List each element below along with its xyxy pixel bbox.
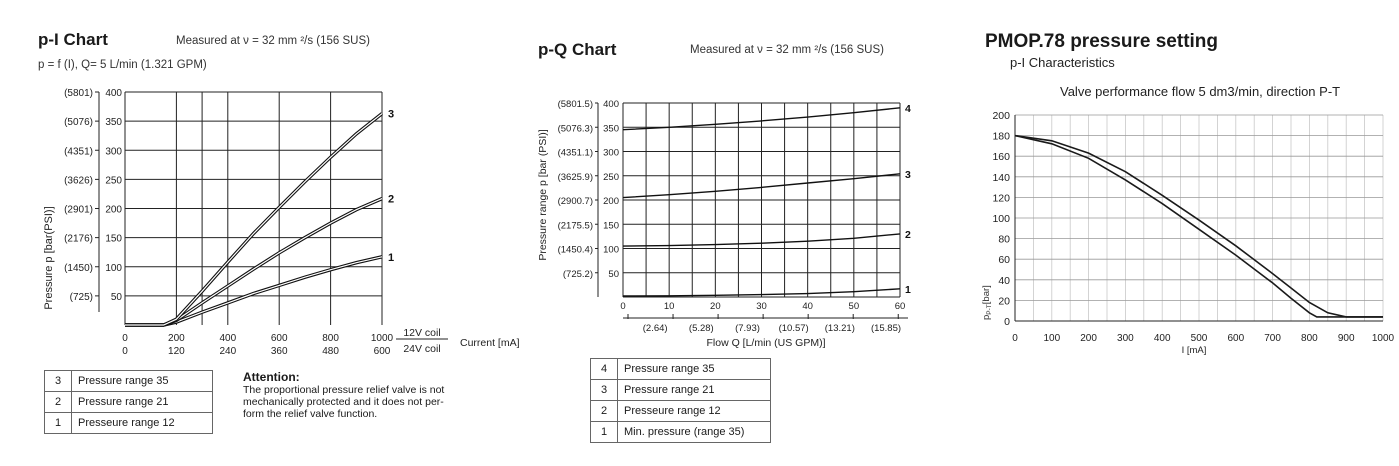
y-tick-label: 60 xyxy=(998,254,1010,267)
y-tick-label-psi: (2901) xyxy=(64,204,93,216)
x-tick-label: 1000 xyxy=(1371,333,1395,344)
legend-num: 2 xyxy=(591,401,618,422)
x-tick-label: 10 xyxy=(663,301,675,312)
y-tick-label: 200 xyxy=(992,110,1010,122)
pq-measured-note: Measured at ν = 32 mm ²/s (156 SUS) xyxy=(690,44,884,56)
y-tick-label: 0 xyxy=(1004,316,1010,328)
x-tick-label: 900 xyxy=(1337,333,1355,344)
series-label: 1 xyxy=(905,283,911,296)
y-tick-label: 100 xyxy=(105,262,122,274)
legend-label: Pressure range 35 xyxy=(72,371,213,392)
y-tick-label: 50 xyxy=(608,268,619,280)
y-tick-label-psi: (1450.4) xyxy=(557,244,593,256)
pmop-ylabel-group xyxy=(981,285,993,320)
legend-num: 1 xyxy=(591,422,618,443)
y-tick-label-psi: (5801) xyxy=(64,88,93,99)
y-tick-label: 40 xyxy=(998,274,1010,287)
y-tick-label: 300 xyxy=(105,146,122,158)
legend-row xyxy=(45,371,213,392)
y-tick-label-psi: (5076) xyxy=(64,117,93,129)
x-tick-label: 600 xyxy=(270,333,288,344)
series-label: 3 xyxy=(388,108,395,121)
legend-label: Presseure range 12 xyxy=(72,413,213,434)
legend-num: 3 xyxy=(591,380,618,401)
x-tick-label: 100 xyxy=(1043,333,1061,344)
pmop-title: PMOP.78 pressure setting xyxy=(985,31,1219,52)
x-tick-label: 50 xyxy=(848,301,860,312)
legend-row xyxy=(591,380,771,401)
pi-xlabel: Current [mA] xyxy=(460,337,520,349)
x-tick-label: 30 xyxy=(756,301,767,312)
y-tick-label-psi: (2176) xyxy=(64,233,93,245)
pq-xlabel: Flow Q [L/min (US GPM)] xyxy=(706,337,826,349)
x-tick-label: 0 xyxy=(1012,333,1018,344)
x-tick-label: 60 xyxy=(894,301,906,312)
y-tick-label: 250 xyxy=(603,171,619,183)
legend-num: 3 xyxy=(45,371,72,392)
x-tick-label: 200 xyxy=(1080,333,1097,344)
y-tick-label-psi: (2900.7) xyxy=(557,196,593,207)
x-tick-label: 500 xyxy=(1190,333,1208,344)
y-tick-label: 150 xyxy=(105,233,122,245)
x-tick-label: 1000 xyxy=(370,333,394,344)
legend-num: 4 xyxy=(591,359,618,380)
x-tick-label: 700 xyxy=(1264,333,1281,344)
series-label: 2 xyxy=(388,193,395,206)
x-tick-label: 200 xyxy=(168,333,185,344)
x-tick-label-24v: 0 xyxy=(122,346,128,357)
y-tick-label-psi: (725) xyxy=(69,291,93,303)
legend-label: Pressure range 21 xyxy=(618,380,771,401)
attention-title: Attention: xyxy=(243,370,300,384)
attention-note xyxy=(243,370,493,420)
pmop-chart xyxy=(975,100,1395,370)
y-tick-label: 150 xyxy=(603,220,619,232)
x-tick-label-gpm: (13.21) xyxy=(824,323,855,334)
legend-num: 2 xyxy=(45,392,72,413)
x-tick-label: 40 xyxy=(802,301,813,312)
x-tick-label: 0 xyxy=(122,333,128,344)
y-tick-label: 160 xyxy=(992,151,1010,164)
y-tick-label: 350 xyxy=(603,123,619,135)
x-tick-label: 0 xyxy=(620,301,626,312)
y-tick-label: 180 xyxy=(992,130,1010,143)
series-label: 3 xyxy=(905,168,911,181)
y-tick-label: 350 xyxy=(105,117,122,129)
attention-line: mechanically protected and it does not per- xyxy=(243,396,444,408)
y-tick-label-psi: (5801.5) xyxy=(557,99,593,110)
legend-label: Presseure range 12 xyxy=(618,401,771,422)
y-tick-label-psi: (4351) xyxy=(64,146,93,158)
y-tick-label: 80 xyxy=(998,233,1010,246)
x-tick-label-gpm: (2.64) xyxy=(642,323,668,334)
x-tick-label-gpm: (5.28) xyxy=(688,323,714,334)
x-tick-label: 400 xyxy=(1153,333,1171,344)
x-tick-label: 800 xyxy=(322,333,339,344)
pq-chart xyxy=(530,90,930,355)
pq-ylabel: Pressure range p [bar (PSI)] xyxy=(537,129,549,261)
y-tick-label-psi: (3626) xyxy=(64,175,93,187)
y-tick-label-psi: (4351.1) xyxy=(557,147,593,159)
y-tick-label: 20 xyxy=(998,295,1010,308)
x-tick-label: 20 xyxy=(710,301,721,312)
y-tick-label: 50 xyxy=(110,291,122,303)
pi-chart xyxy=(0,80,540,365)
y-tick-label: 120 xyxy=(992,192,1010,205)
legend-row xyxy=(591,422,771,443)
legend-label: Min. pressure (range 35) xyxy=(618,422,771,443)
x-tick-label-24v: 360 xyxy=(270,346,288,357)
y-tick-label-psi: (3625.9) xyxy=(557,171,593,183)
pi-title: p-I Chart xyxy=(38,30,108,49)
pmop-subtitle: p-I Characteristics xyxy=(1010,55,1115,70)
y-tick-label-psi: (725.2) xyxy=(562,268,593,280)
x-tick-label: 800 xyxy=(1301,333,1318,344)
pmop-ylabel: $p_{P-T}[bar]$ xyxy=(981,285,993,320)
x-tick-label-gpm: (15.85) xyxy=(870,323,902,334)
y-tick-label: 200 xyxy=(105,204,122,216)
x-tick-label-gpm: (10.57) xyxy=(778,323,809,334)
series-line-2-outline xyxy=(125,199,382,325)
x-tick-label: 400 xyxy=(219,333,237,344)
pq-title: p-Q Chart xyxy=(538,40,617,59)
pi-formula: p = f (I), Q= 5 L/min (1.321 GPM) xyxy=(38,59,207,71)
series-label: 4 xyxy=(905,102,911,115)
y-tick-label: 100 xyxy=(603,244,619,256)
y-tick-label-psi: (5076.3) xyxy=(557,123,593,135)
series-label: 1 xyxy=(388,251,395,264)
x-tick-label-24v: 240 xyxy=(219,346,237,357)
legend-row xyxy=(45,392,213,413)
y-tick-label: 300 xyxy=(603,147,619,159)
legend-row xyxy=(45,413,213,434)
legend-row xyxy=(591,359,771,380)
y-tick-label: 100 xyxy=(992,213,1010,225)
x-tick-label: 600 xyxy=(1227,333,1245,344)
y-tick-label-psi: (2175.5) xyxy=(557,220,593,232)
legend-num: 1 xyxy=(45,413,72,434)
pmop-chart-title: Valve performance flow 5 dm3/min, direction P-T xyxy=(1060,84,1341,99)
x-tick-label-24v: 120 xyxy=(168,346,185,357)
x-tick-label: 300 xyxy=(1117,333,1134,344)
pq-legend-table xyxy=(590,358,771,443)
pi-measured-note: Measured at ν = 32 mm ²/s (156 SUS) xyxy=(176,35,370,47)
series-label: 2 xyxy=(905,228,911,241)
y-tick-label: 250 xyxy=(105,175,122,187)
attention-line: The proportional pressure relief valve is not xyxy=(243,384,445,396)
attention-line: form the relief valve function. xyxy=(243,408,378,420)
legend-label: Pressure range 35 xyxy=(618,359,771,380)
legend-label: Pressure range 21 xyxy=(72,392,213,413)
x-tick-label-gpm: (7.93) xyxy=(735,323,760,334)
pi-legend-table xyxy=(44,370,213,434)
coil-24v-label: 24V coil xyxy=(403,343,441,355)
y-tick-label: 140 xyxy=(992,171,1010,184)
pi-ylabel: Pressure p [bar(PSI)] xyxy=(43,206,55,310)
legend-row xyxy=(591,401,771,422)
y-tick-label: 400 xyxy=(603,99,619,110)
y-tick-label: 200 xyxy=(603,196,619,207)
y-tick-label: 400 xyxy=(105,88,122,99)
x-tick-label-24v: 480 xyxy=(322,346,339,357)
pmop-xlabel: I [mA] xyxy=(1181,345,1207,356)
y-tick-label-psi: (1450) xyxy=(64,262,93,274)
x-tick-label-24v: 600 xyxy=(373,346,391,357)
coil-12v-label: 12V coil xyxy=(403,327,441,339)
